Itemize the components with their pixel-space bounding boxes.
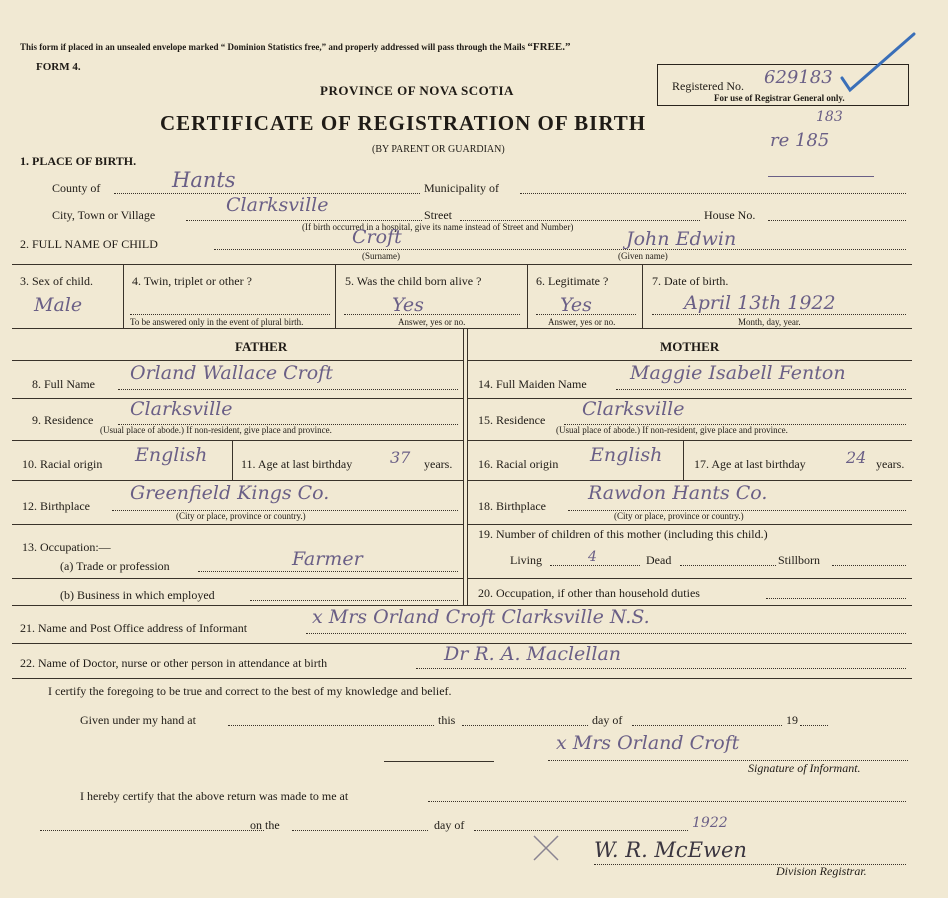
divider xyxy=(232,440,233,480)
registrar-caption: Division Registrar. xyxy=(776,864,867,878)
city-value: Clarksville xyxy=(226,194,329,216)
mother-birthplace-note: (City or place, province or country.) xyxy=(614,511,744,521)
father-name-line xyxy=(118,389,458,390)
divider xyxy=(12,398,463,399)
divider xyxy=(12,360,463,361)
divider xyxy=(123,264,124,328)
street-line xyxy=(460,220,700,221)
divider xyxy=(527,264,528,328)
county-value: Hants xyxy=(172,168,236,192)
father-residence-value: Clarksville xyxy=(130,398,233,420)
father-heading: FATHER xyxy=(235,339,288,354)
business-label: (b) Business in which employed xyxy=(60,588,215,602)
father-name-value: Orland Wallace Croft xyxy=(130,362,333,384)
day-of-label: day of xyxy=(592,713,623,727)
street-label: Street xyxy=(424,208,452,222)
divider xyxy=(467,440,912,441)
mother-years-label: years. xyxy=(876,457,905,471)
dob-line xyxy=(652,314,906,315)
registrar-use-note: For use of Registrar General only. xyxy=(714,93,845,103)
child-name-line xyxy=(214,249,906,250)
father-name-label: 8. Full Name xyxy=(32,377,95,391)
surname-caption: (Surname) xyxy=(362,251,400,261)
cross-mark-icon xyxy=(530,832,562,864)
year-prefix-label: 19 xyxy=(786,713,798,727)
divider xyxy=(467,578,912,579)
given-under-label: Given under my hand at xyxy=(80,713,196,727)
house-line xyxy=(768,220,906,221)
divider xyxy=(467,524,912,525)
informant-signature: x Mrs Orland Croft xyxy=(556,732,740,754)
margin-note: re 185 xyxy=(770,130,830,151)
year-line xyxy=(800,725,828,726)
city-label: City, Town or Village xyxy=(52,208,156,222)
alive-value: Yes xyxy=(392,294,424,316)
postal-notice: This form if placed in an unsealed envelope marked “ Dominion Statistics free,” and properly addressed will pass through the Mails “FREE.” xyxy=(20,41,571,53)
father-birthplace-label: 12. Birthplace xyxy=(22,499,90,513)
legitimate-line xyxy=(536,314,636,315)
municipality-line xyxy=(520,193,906,194)
sex-value: Male xyxy=(34,294,83,316)
form-number: FORM 4. xyxy=(36,61,81,73)
return-day-of-line xyxy=(474,830,688,831)
on-the-label: on the xyxy=(250,818,280,832)
page-title: CERTIFICATE OF REGISTRATION OF BIRTH xyxy=(160,111,647,135)
alive-note: Answer, yes or no. xyxy=(398,317,466,327)
divider xyxy=(12,264,912,265)
mother-race-value: English xyxy=(590,444,663,466)
attendant-label: 22. Name of Doctor, nurse or other person in attendance at birth xyxy=(20,656,328,670)
father-birthplace-note: (City or place, province or country.) xyxy=(176,511,306,521)
child-name-label: 2. FULL NAME OF CHILD xyxy=(20,237,158,251)
city-line xyxy=(186,220,422,221)
county-label: County of xyxy=(52,181,101,195)
mother-occupation-label: 20. Occupation, if other than household duties xyxy=(478,586,700,600)
mother-age-value: 24 xyxy=(846,448,867,467)
parents-center-divider xyxy=(467,328,468,605)
signature-rule xyxy=(384,761,494,762)
living-line xyxy=(550,565,640,566)
alive-label: 5. Was the child born alive ? xyxy=(345,274,482,288)
living-label: Living xyxy=(510,553,542,567)
twin-note: To be answered only in the event of plural birth. xyxy=(130,317,304,327)
subtitle: (BY PARENT OR GUARDIAN) xyxy=(372,144,505,155)
return-statement: I hereby certify that the above return was made to me at xyxy=(80,789,349,803)
this-label: this xyxy=(438,713,456,727)
living-value: 4 xyxy=(588,549,597,565)
house-label: House No. xyxy=(704,208,756,222)
stillborn-line xyxy=(832,565,906,566)
sex-label: 3. Sex of child. xyxy=(20,274,93,288)
father-age-label: 11. Age at last birthday xyxy=(241,457,353,471)
return-place-line xyxy=(428,801,906,802)
dob-note: Month, day, year. xyxy=(738,317,801,327)
alive-line xyxy=(344,314,520,315)
margin-note-underline xyxy=(768,176,874,177)
mother-race-label: 16. Racial origin xyxy=(478,457,559,471)
mother-birthplace-label: 18. Birthplace xyxy=(478,499,546,513)
divider xyxy=(683,440,684,480)
divider xyxy=(642,264,643,328)
this-day-line xyxy=(462,725,588,726)
divider xyxy=(12,578,463,579)
check-mark-icon xyxy=(838,28,918,98)
mother-occupation-line xyxy=(766,598,906,599)
child-given-name: John Edwin xyxy=(626,228,737,250)
province-heading: PROVINCE OF NOVA SCOTIA xyxy=(320,83,514,98)
on-the-line xyxy=(292,830,428,831)
mother-name-line xyxy=(616,389,906,390)
father-race-label: 10. Racial origin xyxy=(22,457,103,471)
stillborn-label: Stillborn xyxy=(778,553,821,567)
attendant-value: Dr R. A. Maclellan xyxy=(444,643,622,665)
hospital-note: (If birth occurred in a hospital, give its name instead of Street and Number) xyxy=(302,222,574,232)
registered-number: 629183 xyxy=(764,67,833,88)
day-of-line xyxy=(632,725,782,726)
return-day-of-label: day of xyxy=(434,818,465,832)
registered-label: Registered No. xyxy=(672,79,744,93)
trade-label: (a) Trade or profession xyxy=(60,559,170,573)
given-name-caption: (Given name) xyxy=(618,251,668,261)
informant-line xyxy=(306,633,906,634)
dead-label: Dead xyxy=(646,553,672,567)
divider xyxy=(12,328,912,329)
father-birthplace-value: Greenfield Kings Co. xyxy=(130,482,330,504)
return-year: 1922 xyxy=(692,815,728,831)
municipality-label: Municipality of xyxy=(424,181,499,195)
dead-line xyxy=(680,565,776,566)
mother-residence-note: (Usual place of abode.) If non-resident, give place and province. xyxy=(556,425,788,435)
occupation-label: 13. Occupation:— xyxy=(22,540,111,554)
mother-heading: MOTHER xyxy=(660,339,720,354)
divider xyxy=(467,360,912,361)
trade-value: Farmer xyxy=(292,548,363,570)
place-of-birth-heading: 1. PLACE OF BIRTH. xyxy=(20,154,137,168)
legitimate-label: 6. Legitimate ? xyxy=(536,274,609,288)
business-line xyxy=(250,600,458,601)
legitimate-note: Answer, yes or no. xyxy=(548,317,616,327)
mother-name-value: Maggie Isabell Fenton xyxy=(630,362,846,384)
legitimate-value: Yes xyxy=(560,294,592,316)
return-date-line xyxy=(40,830,264,831)
divider xyxy=(12,440,463,441)
divider xyxy=(12,480,463,481)
registrar-signature: W. R. McEwen xyxy=(594,838,747,862)
mother-birthplace-value: Rawdon Hants Co. xyxy=(588,482,768,504)
mother-age-label: 17. Age at last birthday xyxy=(694,457,806,471)
divider xyxy=(467,398,912,399)
informant-label: 21. Name and Post Office address of Informant xyxy=(20,621,248,635)
trade-line xyxy=(198,571,458,572)
twin-label: 4. Twin, triplet or other ? xyxy=(132,274,252,288)
parents-center-divider xyxy=(463,328,464,605)
father-years-label: years. xyxy=(424,457,453,471)
child-surname: Croft xyxy=(352,226,402,248)
certification-statement: I certify the foregoing to be true and correct to the best of my knowledge and belief. xyxy=(48,684,452,698)
mother-name-label: 14. Full Maiden Name xyxy=(478,377,587,391)
children-count-label: 19. Number of children of this mother (including this child.) xyxy=(478,527,768,541)
divider xyxy=(467,480,912,481)
attendant-line xyxy=(416,668,906,669)
given-at-line xyxy=(228,725,434,726)
father-residence-label: 9. Residence xyxy=(32,413,94,427)
mother-residence-label: 15. Residence xyxy=(478,413,546,427)
mother-residence-value: Clarksville xyxy=(582,398,685,420)
twin-line xyxy=(130,314,330,315)
divider xyxy=(335,264,336,328)
informant-value: x Mrs Orland Croft Clarksville N.S. xyxy=(312,606,650,628)
signature-caption: Signature of Informant. xyxy=(748,761,861,775)
divider xyxy=(12,678,912,679)
dob-label: 7. Date of birth. xyxy=(652,274,729,288)
father-race-value: English xyxy=(135,444,208,466)
father-age-value: 37 xyxy=(390,448,411,467)
divider xyxy=(12,524,463,525)
margin-note-top: 183 xyxy=(816,109,843,125)
father-residence-note: (Usual place of abode.) If non-resident, give place and province. xyxy=(100,425,332,435)
dob-value: April 13th 1922 xyxy=(684,292,836,314)
